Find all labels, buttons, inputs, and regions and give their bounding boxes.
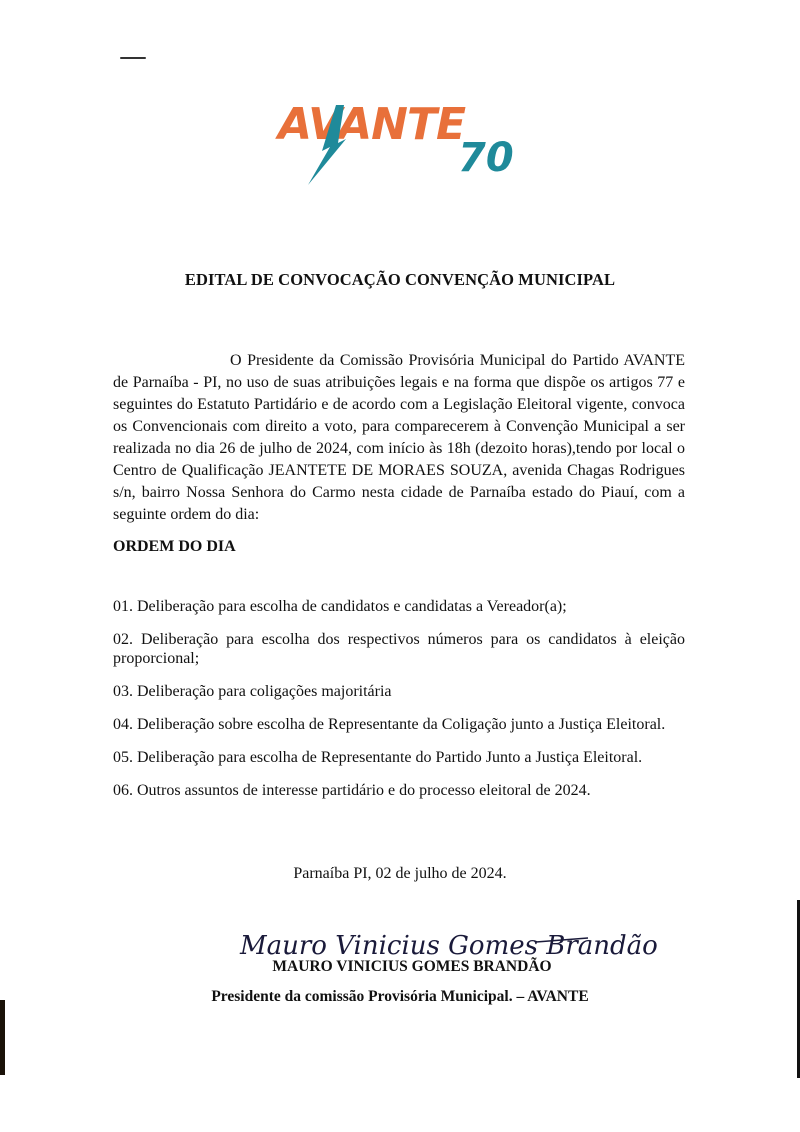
signer-name: MAURO VINICIUS GOMES BRANDÃO	[272, 958, 552, 975]
agenda-heading: ORDEM DO DIA	[113, 538, 236, 555]
avante-logo-graphic	[278, 95, 528, 195]
signer-role: Presidente da comissão Provisória Municipal. – AVANTE	[211, 988, 589, 1005]
avante-70-logo	[278, 95, 528, 195]
agenda-item: 02. Deliberação para escolha dos respectivos números para os candidatos à eleição proporcional;	[113, 631, 685, 667]
place-date: Parnaíba PI, 02 de julho de 2024.	[293, 865, 507, 882]
scan-artifact-mark	[120, 57, 146, 59]
signature-script: Mauro Vinicius Gomes Brandão	[240, 931, 658, 961]
agenda-item: 03. Deliberação para coligações majoritária	[113, 683, 392, 700]
agenda-item: 06. Outros assuntos de interesse partidário e do processo eleitoral de 2024.	[113, 782, 591, 799]
intro-paragraph: O Presidente da Comissão Provisória Municipal do Partido AVANTE de Parnaíba - PI, no uso de suas atribuições legais e na forma que dispõe os artigos 77 e seguintes do Estatuto Partidário e de acordo com a Legislação Eleitoral vigente, convoca os Convencionais com direito a voto, para comparecerem à Convenção Municipal a ser realizada no dia 26 de julho de 2024, com início às 18h (dezoito horas),tendo por local o Centro de Qualificação JEANTETE DE MORAES SOUZA, avenida Chagas Rodrigues s/n, bairro Nossa Senhora do Carmo nesta cidade de Parnaíba estado do Piauí, com a seguinte ordem do dia:	[113, 352, 685, 523]
logo-number: 70	[458, 135, 514, 181]
agenda-item: 05. Deliberação para escolha de Representante do Partido Junto a Justiça Eleitoral.	[113, 749, 643, 766]
agenda-list	[113, 597, 685, 814]
document-title: EDITAL DE CONVOCAÇÃO CONVENÇÃO MUNICIPAL	[184, 270, 616, 289]
scan-artifact-edge-left	[0, 1000, 5, 1075]
agenda-item: 04. Deliberação sobre escolha de Representante da Coligação junto a Justiça Eleitoral.	[113, 716, 666, 733]
agenda-item: 01. Deliberação para escolha de candidatos e candidatas a Vereador(a);	[113, 598, 567, 615]
logo-wordmark: AVANTE	[278, 99, 466, 150]
